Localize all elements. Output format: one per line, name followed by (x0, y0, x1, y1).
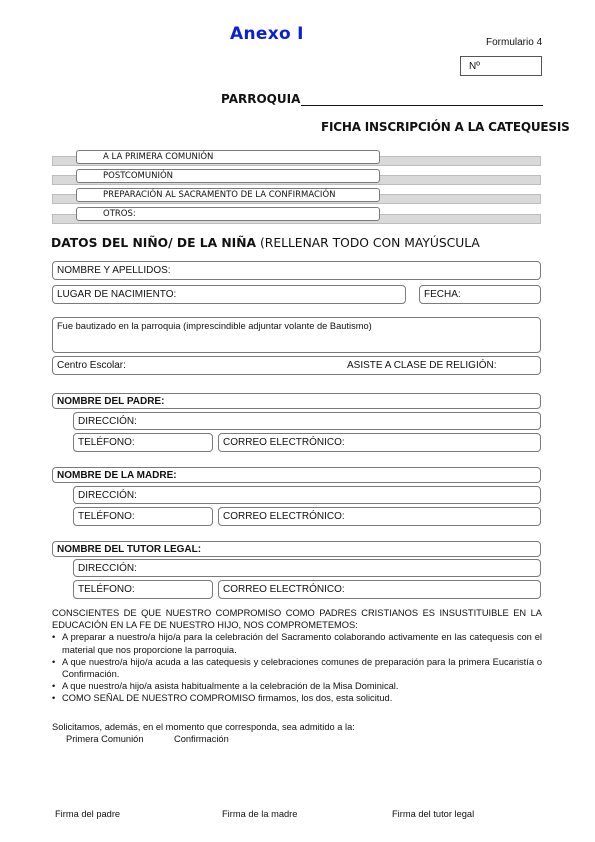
request-first-communion[interactable]: Primera Comunión (66, 734, 144, 744)
commitment-block (52, 607, 542, 705)
tutor-email-field[interactable]: CORREO ELECTRÓNICO: (218, 580, 541, 599)
commitment-item: • COMO SEÑAL DE NUESTRO COMPROMISO firmamos, los dos, esta solicitud. (52, 692, 542, 704)
tutor-phone-field[interactable]: TELÉFONO: (73, 580, 213, 599)
mother-address-field[interactable]: DIRECCIÓN: (73, 486, 541, 504)
mother-phone-field[interactable]: TELÉFONO: (73, 507, 213, 526)
commitment-item: • A que nuestro/a hijo/a acuda a las catequesis y celebraciones comunes de preparación para la primera Eucaristía o Confirmación. (52, 656, 542, 680)
birthplace-field[interactable]: LUGAR DE NACIMIENTO: (52, 285, 406, 304)
commitment-item: • A preparar a nuestro/a hijo/a para la celebración del Sacramento colaborando activamente en las catequesis con el material que nos proporcione la parroquia. (52, 631, 542, 655)
commitment-intro: CONSCIENTES DE QUE NUESTRO COMPROMISO COMO PADRES CRISTIANOS ES INSUSTITUIBLE EN LA EDUCACIÓN EN LA FE DE NUESTRO HIJO, NOS COMPROMETEMOS: (52, 608, 542, 631)
option-postcommunion[interactable]: POSTCOMUNIÓN (76, 169, 380, 183)
form-number: Formulario 4 (486, 37, 543, 48)
page-title: Anexo I (230, 24, 304, 44)
religion-class-label: ASISTE A CLASE DE RELIGIÓN: (347, 360, 497, 371)
mother-signature: Firma de la madre (222, 809, 298, 819)
option-others[interactable]: OTROS: (76, 207, 380, 221)
school-field[interactable] (52, 356, 541, 375)
baptism-field[interactable]: Fue bautizado en la parroquia (imprescindible adjuntar volante de Bautismo) (52, 317, 541, 353)
option-first-communion[interactable]: A LA PRIMERA COMUNIÓN (76, 150, 380, 164)
father-signature: Firma del padre (55, 809, 121, 819)
parish-label: PARROQUIA (221, 92, 301, 106)
mother-email-field[interactable]: CORREO ELECTRÓNICO: (218, 507, 541, 526)
mother-name-field[interactable]: NOMBRE DE LA MADRE: (52, 467, 541, 483)
child-name-field[interactable]: NOMBRE Y APELLIDOS: (52, 261, 541, 280)
registration-number-field[interactable] (460, 56, 542, 76)
father-name-field[interactable]: NOMBRE DEL PADRE: (52, 393, 541, 409)
tutor-signature: Firma del tutor legal (392, 809, 475, 819)
number-label: Nº (469, 61, 480, 72)
father-address-field[interactable]: DIRECCIÓN: (73, 412, 541, 430)
request-text: Solicitamos, además, en el momento que corresponda, sea admitido a la: (52, 722, 355, 732)
parish-line-field[interactable] (301, 105, 543, 106)
father-phone-field[interactable]: TELÉFONO: (73, 433, 213, 452)
birth-date-field[interactable]: FECHA: (419, 285, 541, 304)
form-title: FICHA INSCRIPCIÓN A LA CATEQUESIS (321, 120, 570, 134)
tutor-address-field[interactable]: DIRECCIÓN: (73, 559, 541, 577)
tutor-name-field[interactable]: NOMBRE DEL TUTOR LEGAL: (52, 541, 541, 557)
child-section-heading: DATOS DEL NIÑO/ DE LA NIÑA (RELLENAR TODO CON MAYÚSCULA (51, 236, 480, 250)
school-label: Centro Escolar: (57, 360, 126, 371)
father-email-field[interactable]: CORREO ELECTRÓNICO: (218, 433, 541, 452)
commitment-item: • A que nuestro/a hijo/a asista habitualmente a la celebración de la Misa Dominical. (52, 680, 542, 692)
option-confirmation[interactable]: PREPARACIÓN AL SACRAMENTO DE LA CONFIRMACIÓN (76, 188, 380, 202)
request-confirmation[interactable]: Confirmación (174, 734, 229, 744)
